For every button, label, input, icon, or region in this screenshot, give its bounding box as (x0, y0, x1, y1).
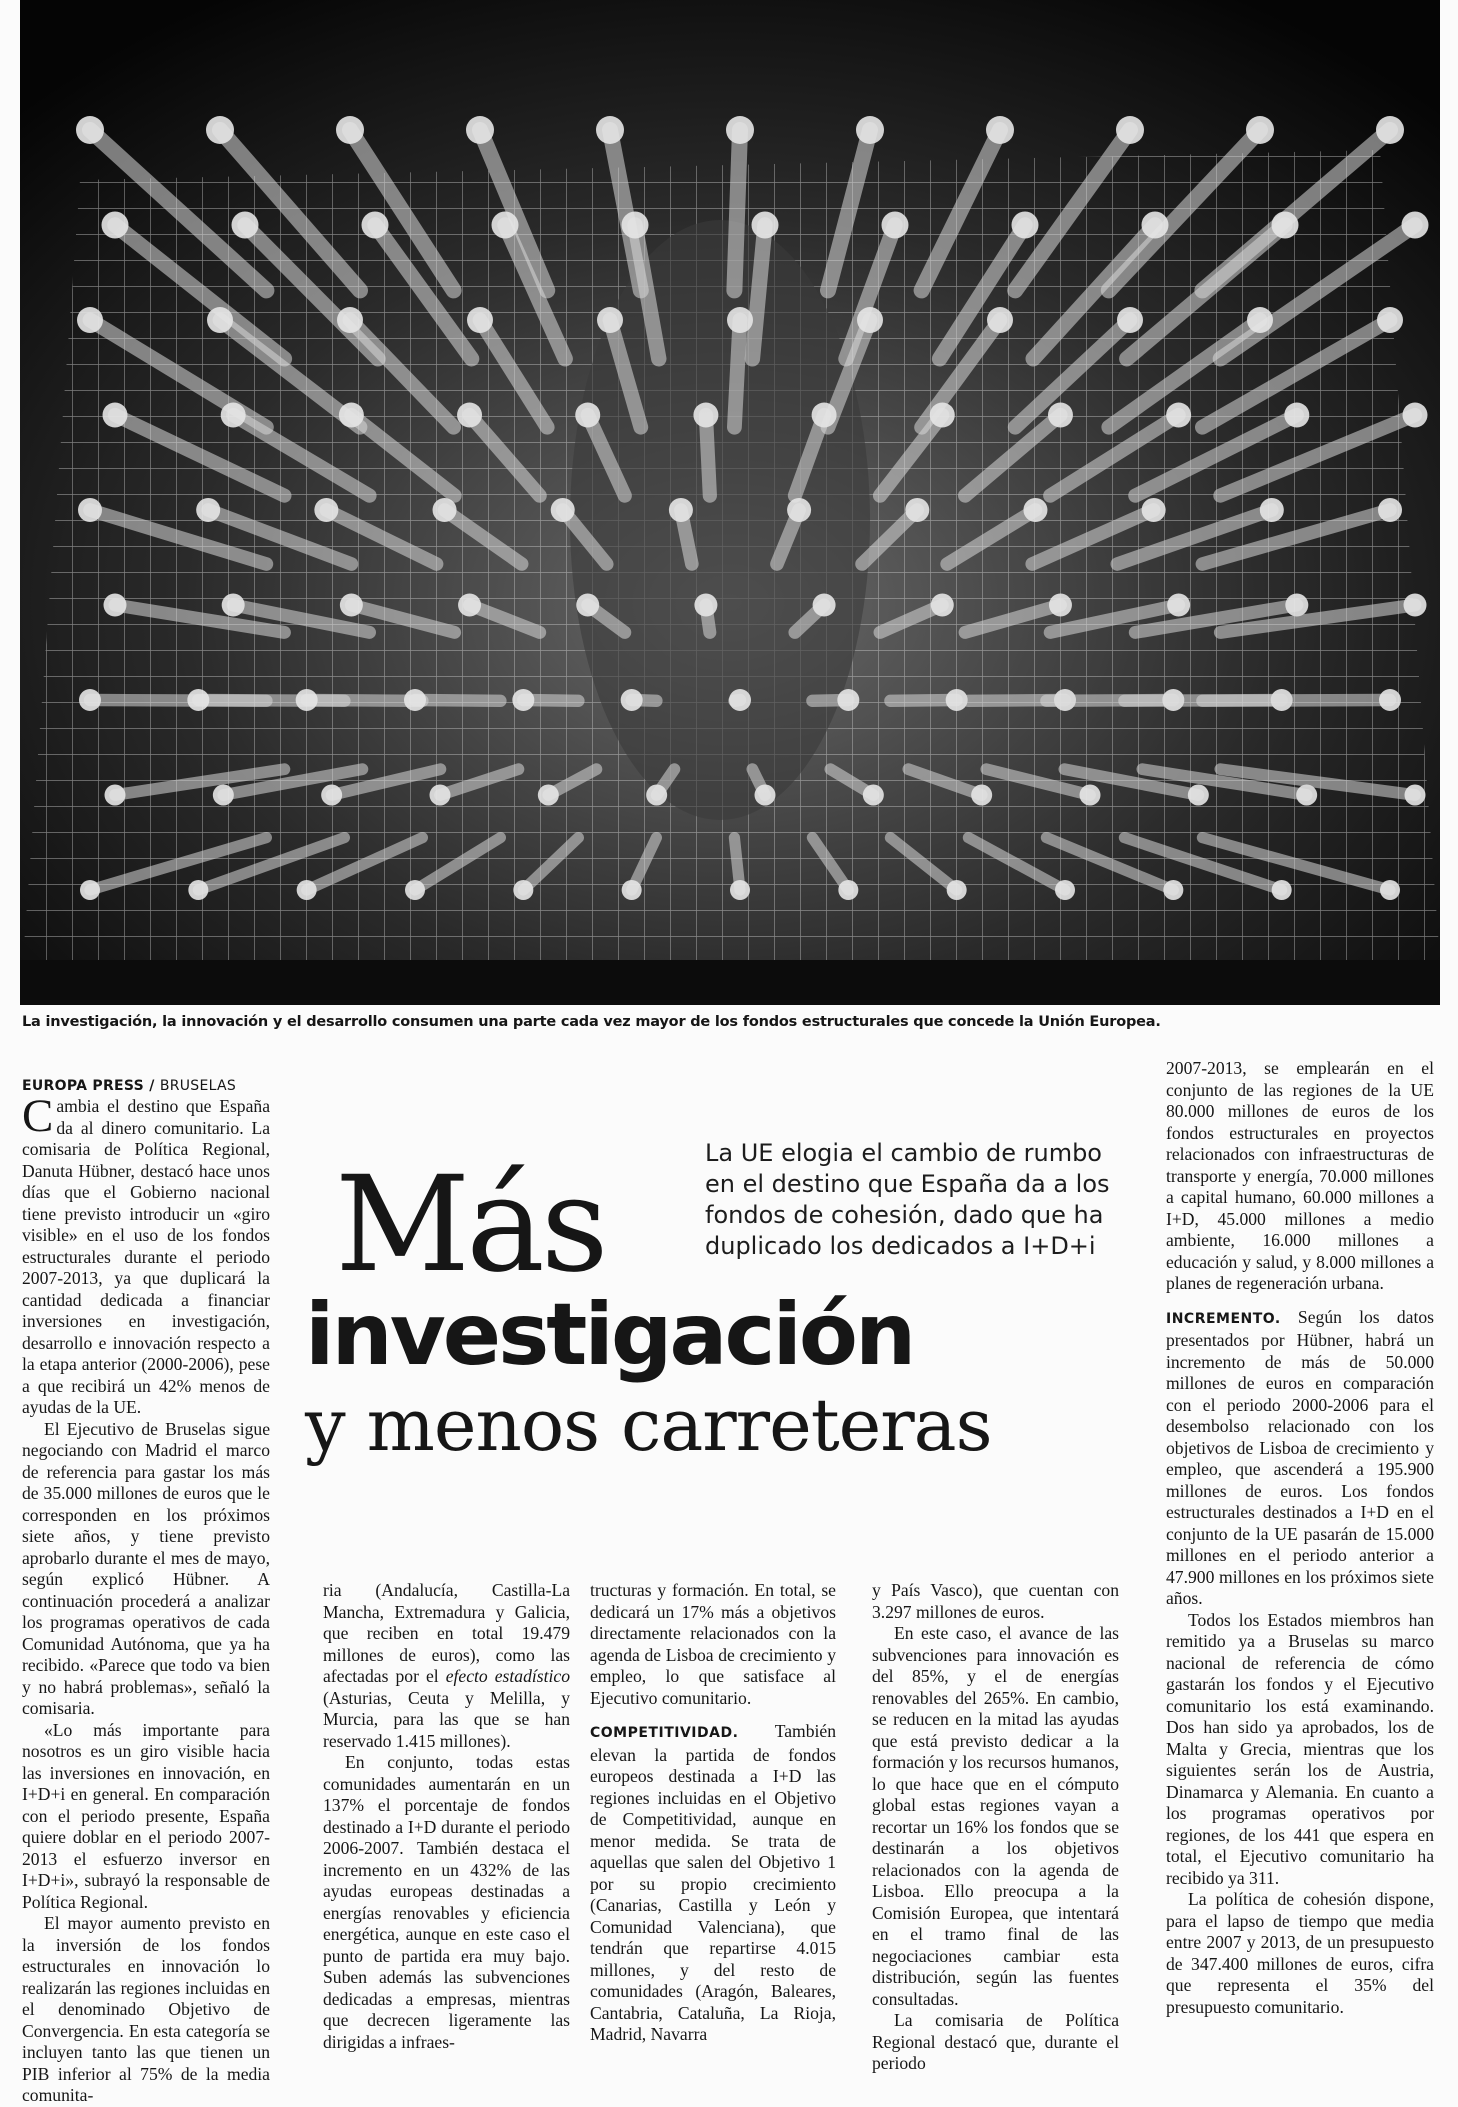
test-tube-cap (1023, 498, 1047, 522)
test-tube-cap (103, 403, 128, 428)
paragraph (1166, 1307, 1434, 1610)
test-tube-cap (296, 689, 318, 711)
test-tube-cap (1117, 307, 1143, 333)
headline-line-3: y menos carreteras (305, 1383, 992, 1467)
test-tube-cap (339, 403, 364, 428)
test-tube-cap (856, 116, 884, 144)
test-tube-cap (1055, 880, 1075, 900)
test-tube-cap (1296, 785, 1317, 806)
test-tube-cap (727, 307, 753, 333)
test-tube-cap (1404, 594, 1427, 617)
test-tube-cap (207, 307, 233, 333)
test-tube-cap (1403, 403, 1428, 428)
test-tube-cap (1378, 498, 1402, 522)
deck-subtitle: La UE elogia el cambio de rumbo en el destino que España da a los fondos de cohesión, dado que ha duplicado los dedicados a I+D+i (705, 1139, 1110, 1260)
test-tube-cap (947, 880, 967, 900)
test-tube-cap (76, 116, 104, 144)
test-tube-cap (812, 403, 837, 428)
test-tube-cap (694, 594, 717, 617)
test-tube-cap (1166, 403, 1191, 428)
test-tube-cap (336, 116, 364, 144)
article-column-5 (1166, 1058, 1434, 2018)
test-tube-cap (512, 689, 534, 711)
paragraph (590, 1721, 836, 2046)
test-tube-cap (213, 785, 234, 806)
test-tube-cap (77, 307, 103, 333)
article-column-2 (323, 1580, 570, 2053)
test-tube-cap (693, 403, 718, 428)
byline-separator: / (144, 1078, 160, 1094)
test-tube-cap (405, 880, 425, 900)
test-tube-cap (986, 116, 1014, 144)
test-tube-cap (729, 689, 751, 711)
paragraph: El Ejecutivo de Bruselas sigue negociando con Madrid el marco de referencia para gastar los más de 35.000 millones de euros que le corresponden en los próximos siete años, y tiene previsto aprobarlo durante el mes de mayo, según explicó Hübner. A continuación procederá a analizar los programas operativos de cada Comunidad Autónoma, que ya ha recibido. «Parece que todo va bien y no habrá problemas», señaló la comisaria. (22, 1418, 270, 1718)
paragraph: Todos los Estados miembros han remitido ya a Bruselas su marco nacional de referencia de cómo gastarán los fondos y el Ejecutivo comunitario los está examinando. Dos han sido ya aprobados, los de Malta y Grecia, mientras que los siguientes serán los de Austria, Dinamarca y Alemania. En cuanto a los programas operativos por regiones, de los 441 que espera en total, el Ejecutivo comunitario ha recibido ya 311. (1166, 1609, 1434, 1888)
article-column-4 (872, 1580, 1119, 2075)
test-tube-cap (221, 403, 246, 428)
test-tube-cap (1284, 403, 1309, 428)
test-tube-cap (813, 594, 836, 617)
test-tube-cap (362, 212, 389, 239)
paragraph-text: ambia el destino que España da al dinero comunitario. La comisaria de Política Regional, Danuta Hübner, destacó hace unos días que el Gobierno nacional tiene previsto introducir un «giro visible» en el uso de los fondos estructurales durante el periodo 2007-2013, ya que duplicará la cantidad dedicada a financiar inversiones en investigación, desarrollo e innovación respecto a la etapa anterior (2000-2006), pese a que recibirá un 42% menos de ayudas de la UE. (22, 1096, 270, 1417)
test-tube-cap (297, 880, 317, 900)
test-tube-cap (1142, 212, 1169, 239)
test-tube-cap (492, 212, 519, 239)
paragraph: En conjunto, todas estas comunidades aumentarán en un 137% el porcentaje de fondos destinado a I+D durante el periodo 2006-2007. También destaca el incremento en un 432% de las ayudas europeas destinadas a energías renovables y eficiencia energética, aunque en este caso el punto de partida era muy bajo. Suben además las subvenciones dedicadas a empresas, mientras que decrecen ligeramente las dirigidas a infraes- (323, 1752, 570, 2052)
drop-cap: C (22, 1090, 54, 1142)
test-tube-cap (597, 307, 623, 333)
test-tube-cap (857, 307, 883, 333)
headline-line-1: Más (335, 1148, 605, 1302)
test-tube-cap (931, 594, 954, 617)
byline-location: BRUSELAS (159, 1078, 237, 1094)
paragraph-text: También elevan la partida de fondos europeos destinada a I+D las regiones incluidas en el Objetivo de Competitividad, aunque en menor medida. Se trata de aquellas que salen del Objetivo 1 por su propio crecimiento (Canarias, Castilla y León y Comunidad Valenciana), que tendrán que repartirse 4.015 millones, y del resto de comunidades (Aragón, Baleares, Cantabria, Cataluña, La Rioja, Madrid, Navarra (590, 1721, 836, 2044)
test-tube-cap (987, 307, 1013, 333)
test-tube-cap (596, 116, 624, 144)
test-tube-cap (340, 594, 363, 617)
test-tube-cap (102, 212, 129, 239)
section-subhead: COMPETITIVIDAD. (590, 1725, 739, 1741)
byline-agency: EUROPA PRESS (22, 1078, 145, 1094)
test-tube-cap (622, 880, 642, 900)
test-tube-cap (467, 307, 493, 333)
section-subhead: INCREMENTO. (1166, 1310, 1281, 1327)
test-tube-cap (1376, 116, 1404, 144)
test-tube-cap (971, 785, 992, 806)
test-tube-cap (433, 498, 457, 522)
paragraph: El mayor aumento previsto en la inversión de los fondos estructurales en innovación lo realizarán las regiones incluidas en el denominado Objetivo de Convergencia. En esta categoría se incluyen tanto las que tienen un PIB inferior al 75% de la media comunita- (22, 1913, 270, 2105)
test-tube-cap (232, 212, 259, 239)
test-tube-cap (1272, 880, 1292, 900)
test-tube-cap (1272, 212, 1299, 239)
test-tube-cap (187, 689, 209, 711)
test-tube (734, 320, 740, 427)
article-photo (20, 0, 1440, 1005)
test-tube-cap (905, 498, 929, 522)
paragraph: La política de cohesión dispone, para el lapso de tiempo que media entre 2007 y 2013, de un presupuesto de 347.400 millones de euros, cifra que representa el 35% del presupuesto comunitario. (1166, 1889, 1434, 2017)
test-tube-cap (838, 880, 858, 900)
test-tube-cap (538, 785, 559, 806)
photo-caption: La investigación, la innovación y el desarrollo consumen una parte cada vez mayor de los fondos estructurales que concede la Unión Europea. (22, 1014, 1161, 1030)
test-tube-cap (206, 116, 234, 144)
test-tube-cap (1380, 880, 1400, 900)
paragraph (22, 1090, 270, 1419)
test-tube-cap (755, 785, 776, 806)
test-tube-cap (321, 785, 342, 806)
article-column-1 (22, 1090, 270, 2107)
test-tube-cap (621, 689, 643, 711)
test-tube-cap (430, 785, 451, 806)
test-tube-cap (646, 785, 667, 806)
test-tube-cap (622, 212, 649, 239)
paragraph: tructuras y formación. En total, se dedicará un 17% más a objetivos directamente relacionados con la agenda de Lisboa de crecimiento y empleo, lo que satisface al Ejecutivo comunitario. (590, 1580, 836, 1708)
test-tube-cap (457, 403, 482, 428)
test-tube-cap (458, 594, 481, 617)
test-tube-cap (1285, 594, 1308, 617)
test-tube-cap (1116, 116, 1144, 144)
paragraph: En este caso, el avance de las subvenciones para innovación es del 85%, y el de energías renovables del 265%. En cambio, se reducen en la mitad las ayudas que está previsto dedicar a la formación y los recursos humanos, lo que hace que en el cómputo global estas regiones vayan a recortar un 16% los fondos que se destinarán a los objetivos relacionados con la agenda de Lisboa. Ello preocupa a la Comisión Europea, que intentará en el tramo final de las negociaciones cambiar esta distribución, según las fuentes consultadas. (872, 1623, 1119, 2009)
paragraph (323, 1580, 570, 1752)
test-tube-cap (1188, 785, 1209, 806)
test-tube-cap (787, 498, 811, 522)
test-tube-cap (1405, 785, 1426, 806)
test-tube (1202, 700, 1390, 701)
test-tube (734, 130, 740, 290)
test-tube-cap (314, 498, 338, 522)
test-tube-cap (551, 498, 575, 522)
article-column-3 (590, 1580, 836, 2046)
headline-line-2: investigación (305, 1285, 914, 1385)
paragraph-text: ria (Andalucía, Castilla-La Mancha, Extremadura y Galicia, que reciben en total 19.479 millones de euros), como las afectadas por el (323, 1580, 570, 1686)
test-tube-cap (1142, 498, 1166, 522)
test-tube-cap (222, 594, 245, 617)
test-tubes-image (20, 0, 1440, 1005)
test-tube-cap (1379, 689, 1401, 711)
test-tube-cap (1163, 880, 1183, 900)
test-tube-cap (730, 880, 750, 900)
test-tube (415, 700, 500, 701)
test-tube-cap (1012, 212, 1039, 239)
test-tube-cap (1402, 212, 1429, 239)
test-tube-cap (105, 785, 126, 806)
paragraph-text: Según los datos presentados por Hübner, habrá un incremento de más de 50.000 millones de euros en comparación con el periodo 2000-2006 para el desembolso relacionado con los objetivos de Lisboa de crecimiento y empleo, que ascenderá a 195.900 millones de euros. Los fondos estructurales destinados a I+D en el conjunto de la UE pasarán de 15.000 millones en el periodo anterior a 47.900 millones en los próximos siete años. (1166, 1306, 1434, 1608)
test-tube-cap (752, 212, 779, 239)
test-tube-cap (1080, 785, 1101, 806)
byline (22, 1078, 236, 1094)
test-tube-cap (188, 880, 208, 900)
test-tube-cap (513, 880, 533, 900)
test-tube-cap (669, 498, 693, 522)
test-tube-cap (930, 403, 955, 428)
test-tube-cap (337, 307, 363, 333)
test-tube-cap (1247, 307, 1273, 333)
paragraph-text: (Asturias, Ceuta y Melilla, y Murcia, para las que se han reservado 1.415 millones). (323, 1687, 570, 1751)
test-tube-cap (196, 498, 220, 522)
emphasis-text: efecto estadístico (445, 1666, 570, 1686)
test-tube-cap (1167, 594, 1190, 617)
test-tube-cap (1377, 307, 1403, 333)
test-tube-cap (863, 785, 884, 806)
test-tube-cap (79, 689, 101, 711)
test-tube-cap (575, 403, 600, 428)
test-tube-cap (104, 594, 127, 617)
test-tube-cap (837, 689, 859, 711)
test-tube-cap (726, 116, 754, 144)
test-tube-cap (1246, 116, 1274, 144)
paragraph: La comisaria de Política Regional destacó que, durante el periodo (872, 2010, 1119, 2073)
paragraph: y País Vasco), que cuentan con 3.297 millones de euros. (872, 1580, 1119, 1622)
test-tube-cap (78, 498, 102, 522)
test-tube-cap (882, 212, 909, 239)
test-tube-cap (80, 880, 100, 900)
paragraph: «Lo más importante para nosotros es un giro visible hacia las inversiones en innovación, en I+D+i en general. En comparación con el periodo presente, España quiere doblar en el periodo 2007-2013 el esfuerzo inversor en I+D+i», subrayó la responsable de Política Regional. (22, 1719, 270, 1912)
test-tube-cap (404, 689, 426, 711)
test-tube-cap (466, 116, 494, 144)
paragraph: 2007-2013, se emplearán en el conjunto de las regiones de la UE 80.000 millones de euros de los fondos estructurales en proyectos relacionados con infraestructuras de transporte y energía, 70.000 millones a capital humano, 60.000 millones a I+D, 45.000 millones a medio ambiente, 16.000 millones a educación y salud, y 8.000 millones a planes de regeneración urbana. (1166, 1058, 1434, 1293)
test-tube-cap (1048, 403, 1073, 428)
test-tube-cap (1049, 594, 1072, 617)
test-tube-cap (576, 594, 599, 617)
test-tube-cap (1260, 498, 1284, 522)
